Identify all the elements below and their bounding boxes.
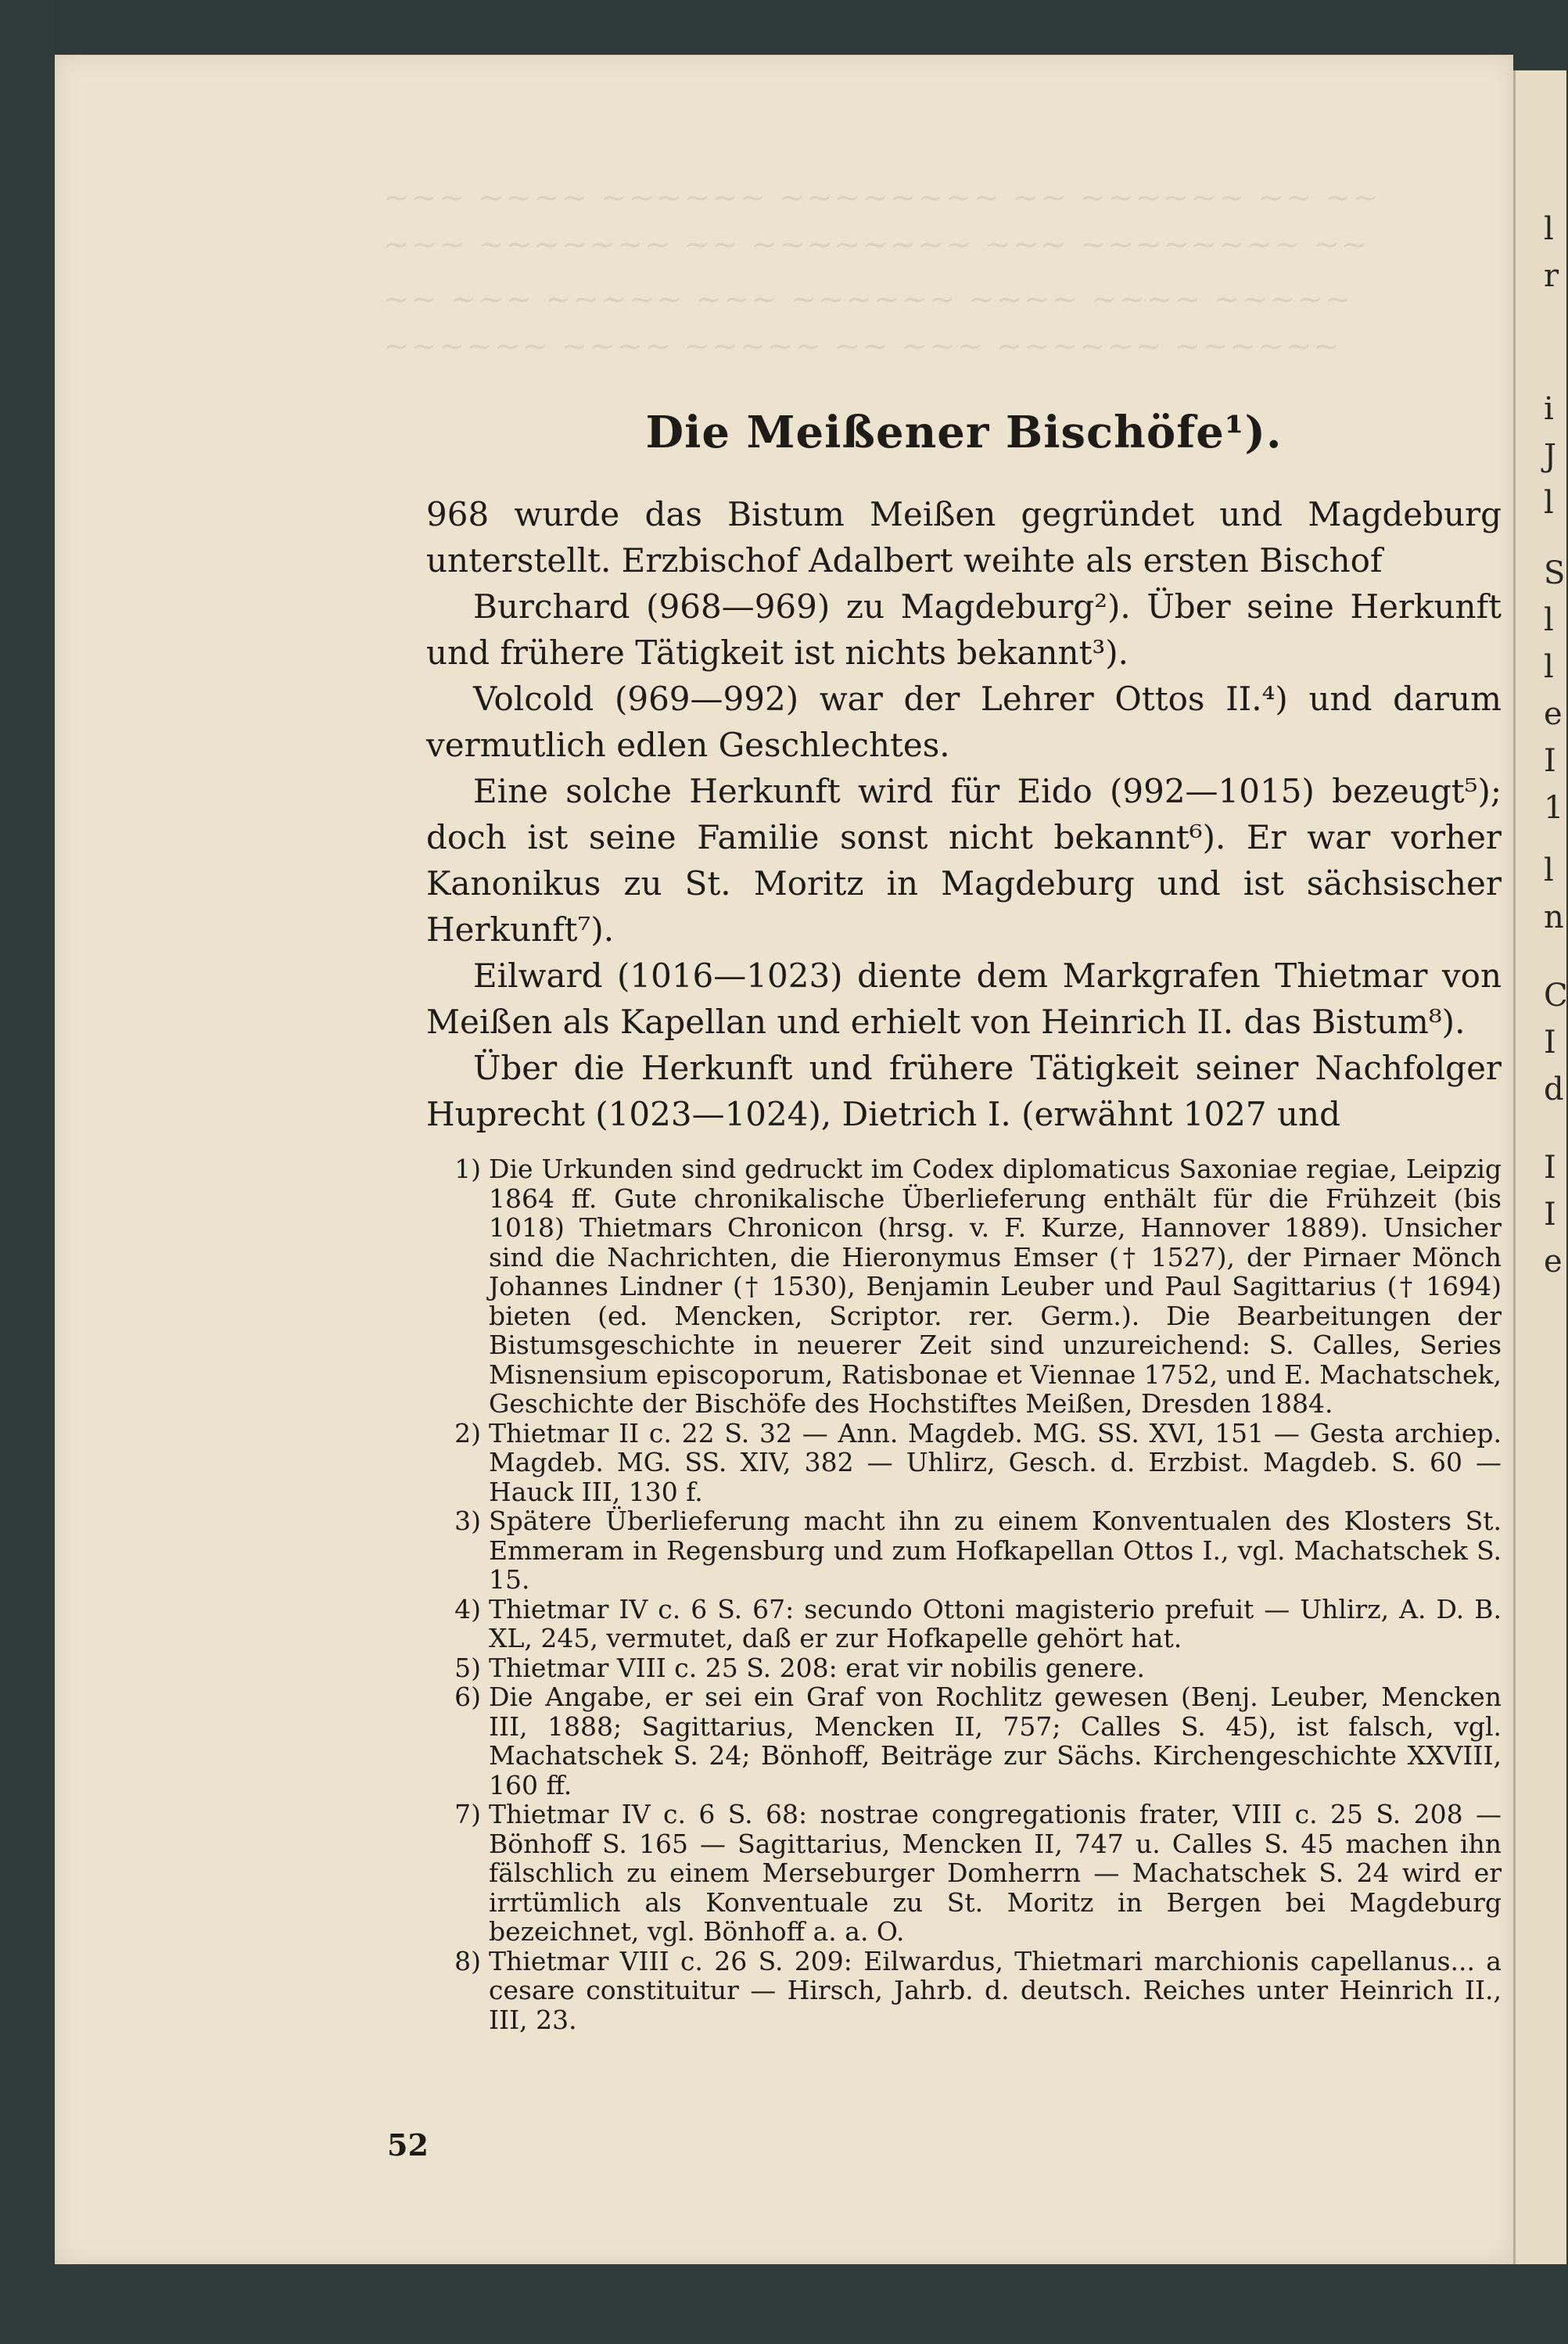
adjacent-page-fragment: l bbox=[1544, 649, 1554, 685]
footnote-text: Spätere Überlieferung macht ihn zu einem Konventualen des Klosters St. Emmeram in Regensburg und zum Hofkapellan Ottos I., vgl. Machatschek S. 15. bbox=[489, 1506, 1502, 1595]
footnote-number: 7) bbox=[454, 1799, 481, 1829]
bleed-through-text: ~~ ~~~ ~~~~~ ~~~ ~~~~~~ ~~~~ ~~~~ ~~~~~ bbox=[383, 282, 1353, 318]
body-paragraph: Eilward (1016—1023) diente dem Markgrafen Thietmar von Meißen als Kapellan und erhielt von Heinrich II. das Bistum⁸). bbox=[426, 957, 1502, 1041]
footnote bbox=[426, 1419, 1502, 1507]
bleed-through-text: ~~~~~~ ~~~~ ~~~~~ ~~ ~~~ ~~~~~~ ~~~~~~ bbox=[383, 328, 1341, 364]
body-paragraph: Volcold (969—992) war der Lehrer Ottos II.⁴) und darum vermutlich edlen Geschlechtes. bbox=[426, 680, 1502, 764]
footnote bbox=[426, 1653, 1502, 1683]
footnote bbox=[426, 1800, 1502, 1947]
footnote-number: 4) bbox=[454, 1593, 481, 1624]
adjacent-page-fragment: n bbox=[1544, 899, 1564, 935]
adjacent-page-fragment: J bbox=[1544, 438, 1557, 474]
page-content bbox=[426, 407, 1502, 2034]
adjacent-page-fragment: I bbox=[1544, 1197, 1556, 1233]
footnote-text: Thietmar IV c. 6 S. 68: nostrae congregationis frater, VIII c. 25 S. 208 — Bönhoff S. 165 — Sagittarius, Mencken II, 747 u. Calles S. 45 machen ihn fälschlich zu einem Merseburger Domherrn — Machatschek S. 24 wird er irrtümlich als Konventuale zu St. Moritz in Bergen bei Magdeburg bezeichnet, vgl. Bönhoff a. a. O. bbox=[489, 1799, 1502, 1947]
footnote-number: 5) bbox=[454, 1652, 481, 1683]
footnote bbox=[426, 1595, 1502, 1653]
adjacent-page-fragment: l bbox=[1544, 853, 1554, 888]
bleed-through-text: ~~~ ~~~~ ~~~~~~ ~~~~~~~~ ~~ ~~~~~~ ~~ ~~ bbox=[383, 180, 1381, 216]
adjacent-page-fragment: S bbox=[1544, 555, 1566, 591]
adjacent-page-fragment: I bbox=[1544, 1150, 1556, 1186]
body-paragraph: 968 wurde das Bistum Meißen gegründet und Magdeburg unterstellt. Erzbischof Adalbert weihte als ersten Bischof bbox=[426, 495, 1502, 580]
page-number: 52 bbox=[387, 2127, 429, 2163]
adjacent-page-fragment: l bbox=[1544, 485, 1554, 521]
footnote bbox=[426, 1947, 1502, 2035]
footnote-text: Die Urkunden sind gedruckt im Codex diplomaticus Saxoniae regiae, Leipzig 1864 ff. Gute chronikalische Überlieferung enthält für die Frühzeit (bis 1018) Thietmars Chronicon (hrsg. v. F. Kurze, Hannover 1889). Unsicher sind die Nachrichten, die Hieronymus Emser († 1527), der Pirnaer Mönch Johannes Lindner († 1530), Benjamin Leuber und Paul Sagittarius († 1694) bieten (ed. Mencken, Scriptor. rer. Germ.). Die Bearbeitungen der Bistumsgeschichte in neuerer Zeit sind unzureichend: S. Calles, Series Misnensium episcoporum, Ratisbonae et Viennae 1752, und E. Machatschek, Geschichte der Bischöfe des Hochstiftes Meißen, Dresden 1884. bbox=[489, 1154, 1502, 1419]
adjacent-page-fragment: 1 bbox=[1544, 790, 1564, 826]
footnote-text: Thietmar II c. 22 S. 32 — Ann. Magdeb. MG. SS. XVI, 151 — Gesta archiep. Magdeb. MG. SS. XIV, 382 — Uhlirz, Gesch. d. Erzbist. Magdeb. S. 60 — Hauck III, 130 f. bbox=[489, 1417, 1502, 1507]
adjacent-page-fragment: e bbox=[1544, 1244, 1563, 1280]
footnote-number: 2) bbox=[454, 1417, 481, 1448]
scan-frame-left bbox=[0, 0, 55, 2344]
adjacent-page-edge bbox=[1513, 70, 1566, 2264]
body-paragraph: Eine solche Herkunft wird für Eido (992—1015) bezeugt⁵); doch ist seine Familie sonst nicht bekannt⁶). Er war vorher Kanonikus zu St. Moritz in Magdeburg und ist sächsischer Herkunft⁷). bbox=[426, 772, 1502, 949]
footnote-text: Thietmar IV c. 6 S. 67: secundo Ottoni magisterio prefuit — Uhlirz, A. D. B. XL, 245, vermutet, daß er zur Hofkapelle gehört hat. bbox=[489, 1593, 1502, 1653]
footnote-text: Thietmar VIII c. 25 S. 208: erat vir nobilis genere. bbox=[489, 1652, 1145, 1683]
footnote bbox=[426, 1682, 1502, 1800]
page-title: Die Meißener Bischöfe¹). bbox=[645, 407, 1283, 458]
adjacent-page-fragment: d bbox=[1544, 1071, 1564, 1107]
book-page bbox=[55, 55, 1513, 2264]
scan-frame-bottom bbox=[0, 2264, 1564, 2344]
body-paragraph: Über die Herkunft und frühere Tätigkeit seiner Nachfolger Huprecht (1023—1024), Dietrich I. (erwähnt 1027 und bbox=[426, 1049, 1502, 1133]
footnote-text: Thietmar VIII c. 26 S. 209: Eilwardus, Thietmari marchionis capellanus... a cesare constituitur — Hirsch, Jahrb. d. deutsch. Reiches unter Heinrich II., III, 23. bbox=[489, 1945, 1502, 2035]
adjacent-page-fragment: e bbox=[1544, 696, 1563, 732]
adjacent-page-fragment: i bbox=[1544, 391, 1554, 427]
adjacent-page-fragment: I bbox=[1544, 1025, 1556, 1061]
footnote-text: Die Angabe, er sei ein Graf von Rochlitz gewesen (Benj. Leuber, Mencken III, 1888; Sagittarius, Mencken II, 757; Calles S. 45), ist falsch, vgl. Machatschek S. 24; Bönhoff, Beiträge zur Sächs. Kirchengeschichte XXVIII, 160 ff. bbox=[489, 1682, 1502, 1800]
bleed-through-text: ~~~ ~~~~~~~ ~~ ~~~~~~~~ ~~~ ~~~~~~~~ ~~ bbox=[383, 227, 1369, 263]
adjacent-page-fragment: r bbox=[1544, 258, 1559, 294]
body-paragraph: Burchard (968—969) zu Magdeburg²). Über seine Herkunft und frühere Tätigkeit ist nichts bekannt³). bbox=[426, 587, 1502, 672]
footnote bbox=[426, 1506, 1502, 1595]
adjacent-page-fragment: l bbox=[1544, 602, 1554, 638]
footnote-number: 1) bbox=[454, 1154, 481, 1184]
footnote-number: 3) bbox=[454, 1506, 481, 1536]
footnote-number: 6) bbox=[454, 1682, 481, 1712]
adjacent-page-fragment: C bbox=[1544, 978, 1568, 1014]
footnote-number: 8) bbox=[454, 1945, 481, 1976]
adjacent-page-fragment: l bbox=[1544, 211, 1554, 247]
footnote bbox=[426, 1154, 1502, 1419]
adjacent-page-fragment: I bbox=[1544, 743, 1556, 779]
